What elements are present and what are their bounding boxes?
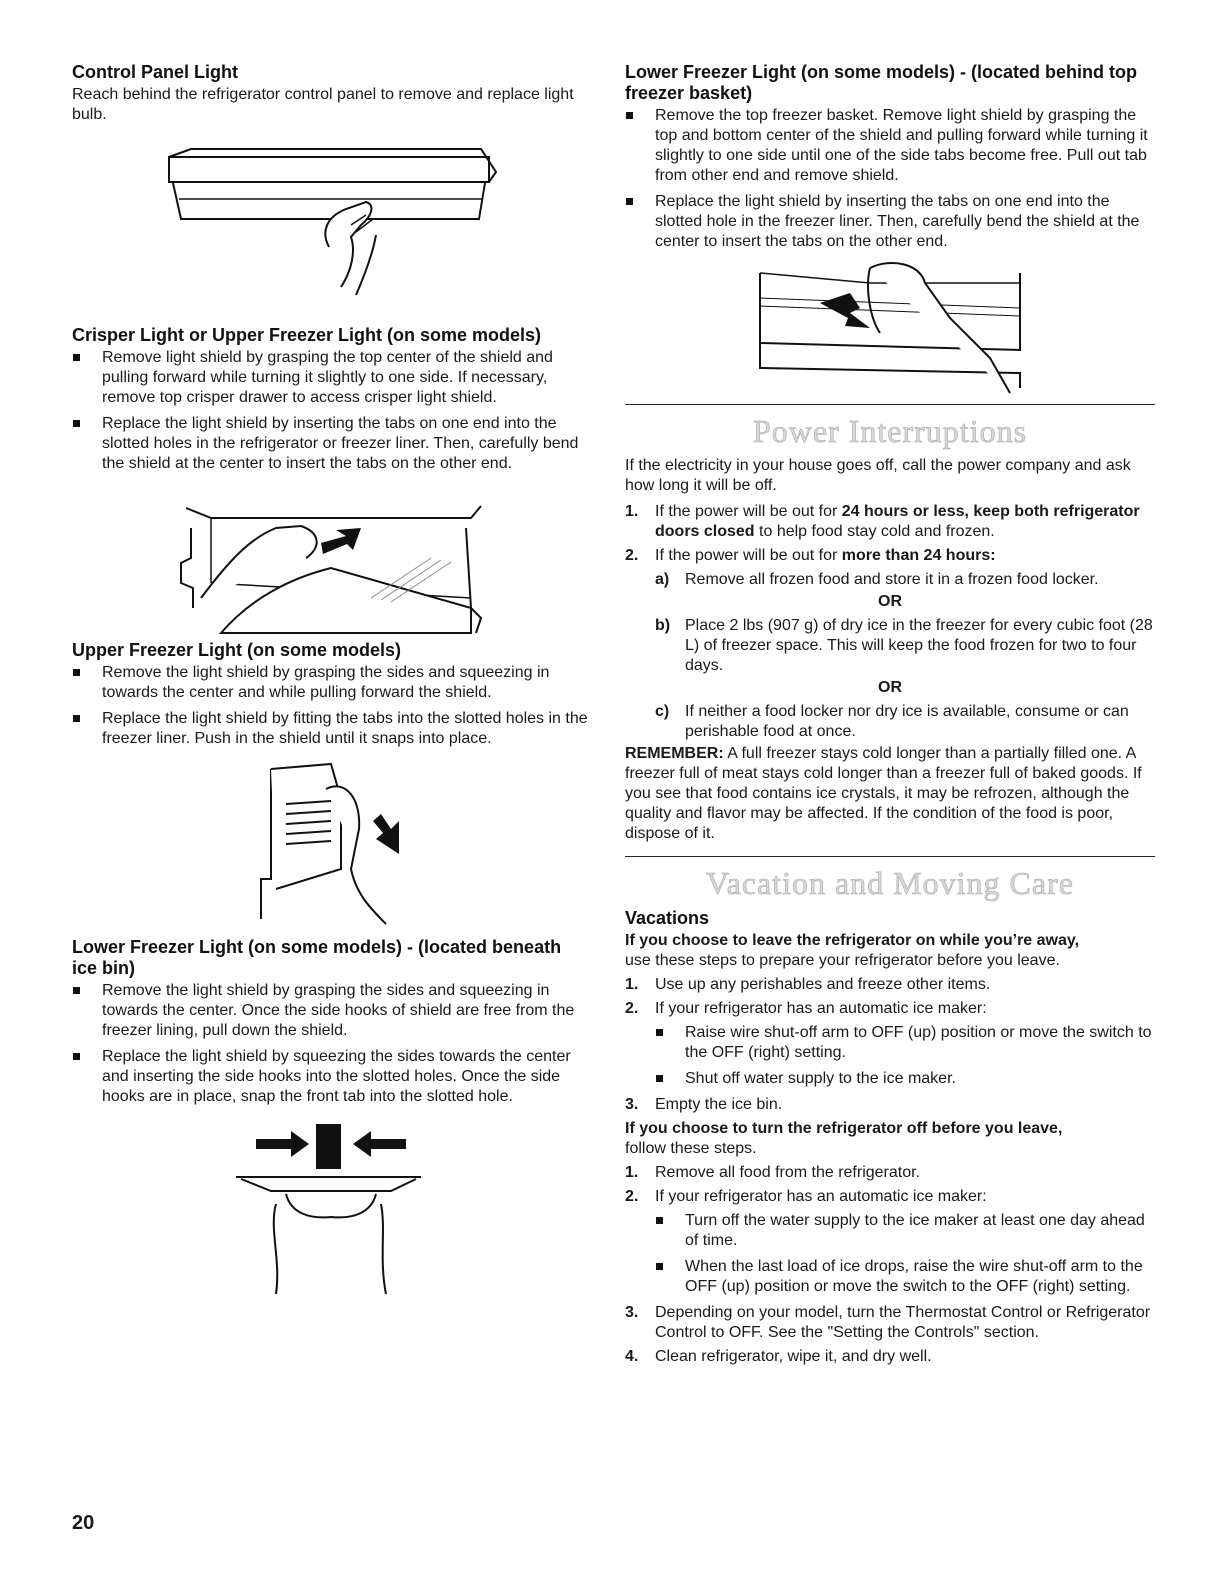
power-option-c-label: c) <box>655 703 670 720</box>
lower-freezer-basket-heading: Lower Freezer Light (on some models) - (located behind top freezer basket) <box>625 62 1138 103</box>
power-intro: If the electricity in your house goes off, call the power company and ask how long it will be off. <box>625 457 1131 494</box>
vacation-on-intro <box>625 931 1155 971</box>
vacation-off-item-3 <box>625 1303 1155 1343</box>
crisper-light-illustration <box>171 488 491 638</box>
vacation-off-item-1 <box>625 1163 1155 1183</box>
power-remember-text: A full freezer stays cold longer than a partially filled one. A freezer full of meat stays cold longer than a freezer full of baked goods. If you see that food contains ice crystals, it may be refrozen, although the quality and flavor may be affected. If the condition of the food is poor, dispose of it. <box>625 745 1142 842</box>
vacation-off-item-3-number: 3. <box>625 1304 639 1321</box>
power-item-2-bold: more than 24 hours: <box>841 547 996 564</box>
power-option-a <box>625 570 1155 590</box>
vacation-on-item-2-text: If your refrigerator has an automatic ice maker: <box>655 1000 987 1017</box>
power-option-b <box>625 616 1155 676</box>
power-item-1-bold: 24 hours or less, keep both refrigerator doors closed <box>655 503 1140 540</box>
power-item-1-post: to help food stay cold and frozen. <box>754 523 995 540</box>
lower-freezer-icebin-illustration <box>231 1119 431 1299</box>
vacation-divider <box>625 856 1155 857</box>
power-option-c-text: If neither a food locker nor dry ice is available, consume or can perishable food at once. <box>685 703 1129 740</box>
power-option-c <box>625 702 1155 742</box>
vacation-off-item-1-text: Remove all food from the refrigerator. <box>655 1164 921 1181</box>
vacations-subheading: Vacations <box>625 908 710 928</box>
vacation-on-subbullet-1: Raise wire shut-off arm to OFF (up) position or move the switch to the OFF (right) setting. <box>625 1023 1155 1063</box>
vacation-off-item-2-number: 2. <box>625 1188 639 1205</box>
crisper-bullet-2: Replace the light shield by inserting the tabs on one end into the slotted holes in the refrigerator or freezer liner. Then, carefully bend the shield at the center to insert the tabs on the other end. <box>72 414 590 474</box>
vacation-off-item-4-number: 4. <box>625 1348 639 1365</box>
vacation-on-bold: If you choose to leave the refrigerator on while you’re away, <box>625 932 1080 949</box>
left-column <box>72 62 590 1299</box>
power-or-1: OR <box>878 593 902 610</box>
power-remember <box>625 744 1155 844</box>
vacation-on-item-1-number: 1. <box>625 976 639 993</box>
lower-freezer-icebin-bullet-2: Replace the light shield by squeezing the sides towards the center and inserting the side hooks into the slotted holes. Once the side hooks are in place, snap the front tab into the slotted hole. <box>72 1047 590 1107</box>
vacation-off-item-2-text: If your refrigerator has an automatic ice maker: <box>655 1188 987 1205</box>
lower-freezer-basket-bullet-1: Remove the top freezer basket. Remove light shield by grasping the top and bottom center of the shield and pulling forward while turning it slightly to one side until one of the side tabs become free. Pull out tab from other end and remove shield. <box>625 106 1155 186</box>
vacation-off-item-1-number: 1. <box>625 1164 639 1181</box>
power-title: Power Interruptions <box>752 413 1028 449</box>
right-column <box>625 62 1155 1371</box>
power-item-1-number: 1. <box>625 503 639 520</box>
power-item-2 <box>625 546 1155 566</box>
lower-freezer-basket-illustration <box>750 258 1030 398</box>
upper-freezer-heading: Upper Freezer Light (on some models) <box>72 640 402 660</box>
vacation-off-intro <box>625 1119 1155 1159</box>
vacation-on-text: use these steps to prepare your refrigerator before you leave. <box>625 952 1060 969</box>
vacation-on-item-3-number: 3. <box>625 1096 639 1113</box>
power-item-1 <box>625 502 1155 542</box>
power-option-a-text: Remove all frozen food and store it in a frozen food locker. <box>685 571 1099 588</box>
lower-freezer-icebin-bullet-1: Remove the light shield by grasping the sides and squeezing in towards the center. Once the side hooks of shield are free from the freezer lining, pull down the shield. <box>72 981 590 1041</box>
crisper-heading: Crisper Light or Upper Freezer Light (on some models) <box>72 325 542 345</box>
vacation-on-item-1 <box>625 975 1155 995</box>
vacation-title: Vacation and Moving Care <box>706 865 1074 901</box>
control-panel-heading: Control Panel Light <box>72 62 238 82</box>
power-item-2-number: 2. <box>625 547 639 564</box>
power-item-2-text: If the power will be out for <box>655 547 842 564</box>
control-panel-text: Reach behind the refrigerator control panel to remove and replace light bulb. <box>72 86 574 123</box>
upper-freezer-bullet-1: Remove the light shield by grasping the sides and squeezing in towards the center and while pulling forward the shield. <box>72 663 590 703</box>
power-option-b-text: Place 2 lbs (907 g) of dry ice in the freezer for every cubic foot (28 L) of freezer space. This will keep the food frozen for two to four days. <box>685 617 1153 674</box>
upper-freezer-illustration <box>231 759 431 929</box>
vacation-off-item-4-text: Clean refrigerator, wipe it, and dry well. <box>655 1348 932 1365</box>
vacation-off-item-3-text: Depending on your model, turn the Thermostat Control or Refrigerator Control to OFF. See the "Setting the Controls" section. <box>655 1304 1151 1341</box>
vacation-on-item-2 <box>625 999 1155 1019</box>
vacation-on-item-3 <box>625 1095 1155 1115</box>
vacation-on-subbullet-2: Shut off water supply to the ice maker. <box>625 1069 1155 1089</box>
vacation-off-item-2 <box>625 1187 1155 1207</box>
power-divider <box>625 404 1155 405</box>
vacation-off-text: follow these steps. <box>625 1140 757 1157</box>
lower-freezer-icebin-heading: Lower Freezer Light (on some models) - (located beneath ice bin) <box>72 937 562 978</box>
control-panel-illustration <box>151 147 511 297</box>
lower-freezer-basket-bullet-2: Replace the light shield by inserting the tabs on one end into the slotted hole in the freezer liner. Then, carefully bend the shield at the center to insert the tabs on the other end. <box>625 192 1155 252</box>
power-or-2: OR <box>878 679 902 696</box>
crisper-bullet-1: Remove light shield by grasping the top center of the shield and pulling forward while turning it slightly to one side. If necessary, remove top crisper drawer to access crisper light shield. <box>72 348 590 408</box>
vacation-off-subbullet-2: When the last load of ice drops, raise the wire shut-off arm to the OFF (up) position or move the switch to the OFF (right) setting. <box>625 1257 1155 1297</box>
vacation-off-item-4 <box>625 1347 1155 1367</box>
vacation-on-item-3-text: Empty the ice bin. <box>655 1096 783 1113</box>
power-option-b-label: b) <box>655 617 671 634</box>
power-item-1-text: If the power will be out for <box>655 503 842 520</box>
power-remember-label: REMEMBER: <box>625 745 724 762</box>
vacation-off-bold: If you choose to turn the refrigerator off before you leave, <box>625 1120 1063 1137</box>
vacation-on-item-2-number: 2. <box>625 1000 639 1017</box>
upper-freezer-bullet-2: Replace the light shield by fitting the tabs into the slotted holes in the freezer liner. Push in the shield until it snaps into place. <box>72 709 590 749</box>
power-option-a-label: a) <box>655 571 670 588</box>
vacation-on-item-1-text: Use up any perishables and freeze other items. <box>655 976 991 993</box>
vacation-off-subbullet-1: Turn off the water supply to the ice maker at least one day ahead of time. <box>625 1211 1155 1251</box>
page-number: 20 <box>72 1512 95 1534</box>
